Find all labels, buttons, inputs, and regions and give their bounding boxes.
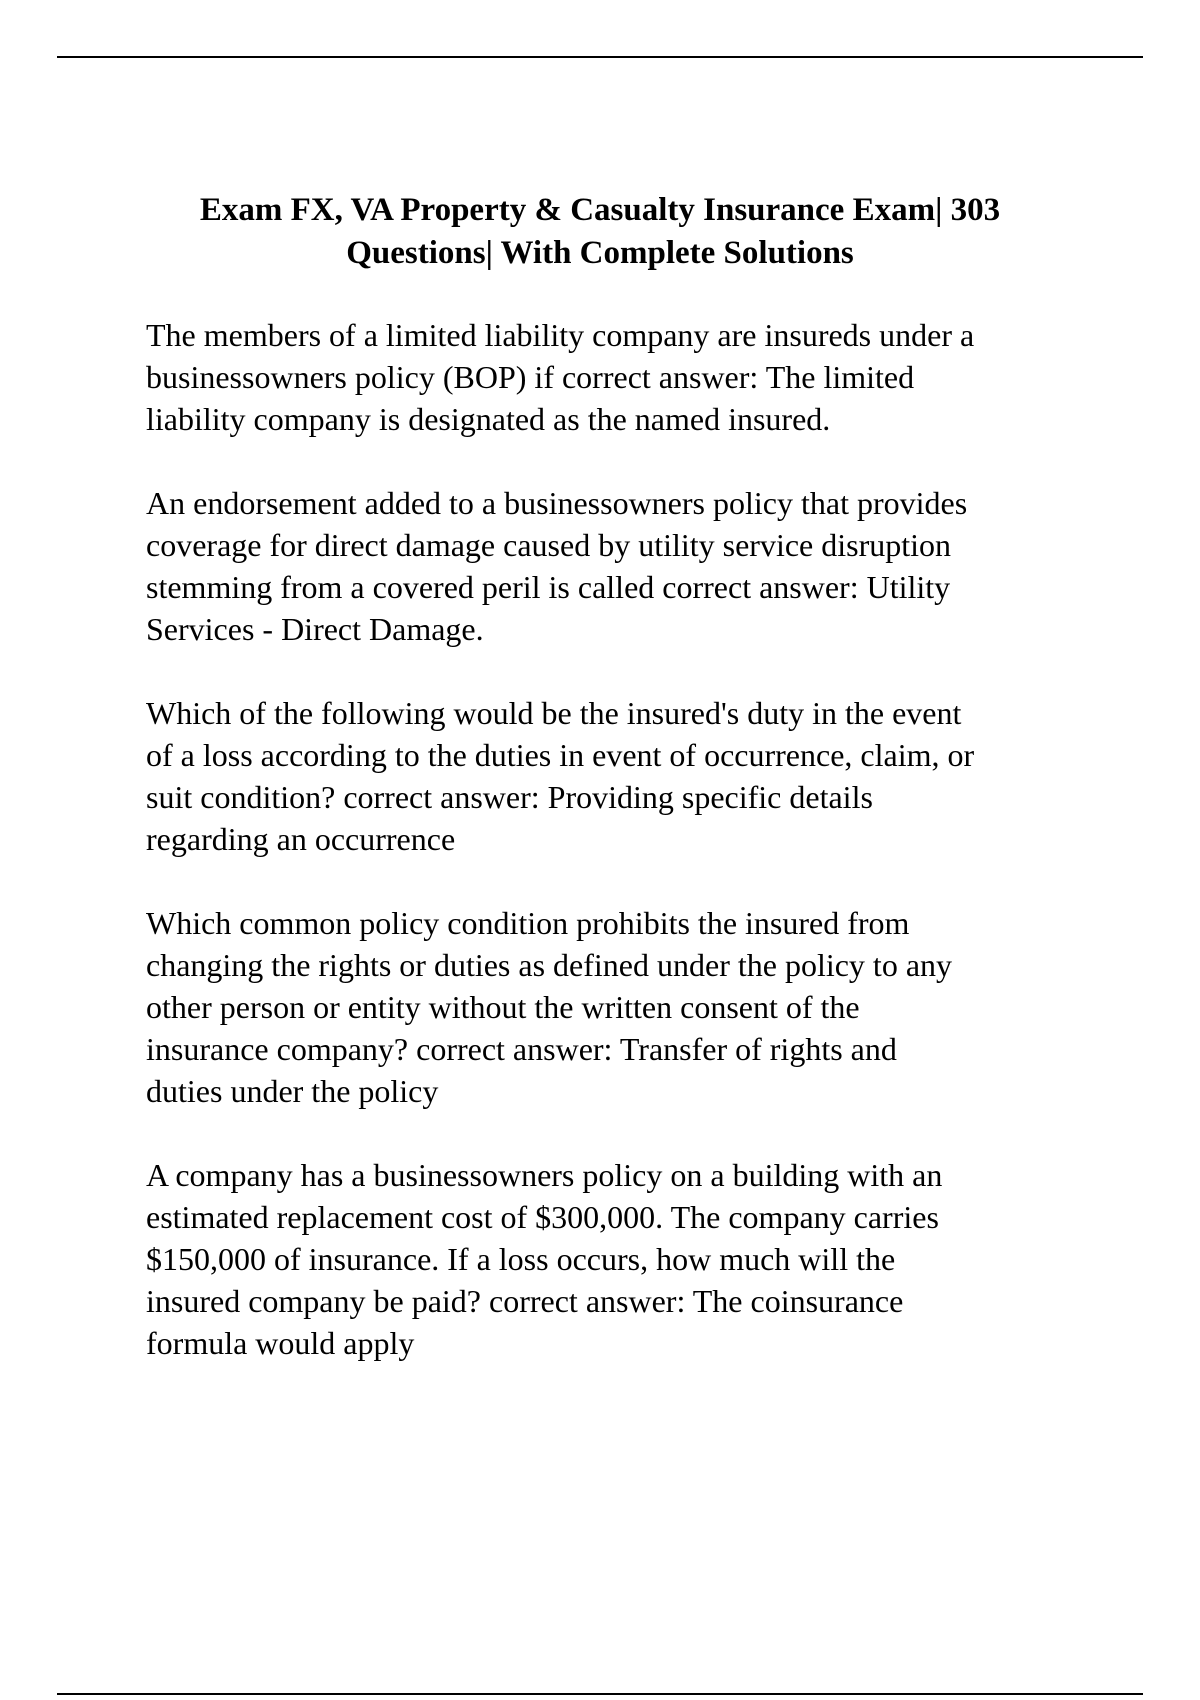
bottom-rule [57, 1693, 1143, 1695]
qa-item [146, 902, 1106, 1112]
qa-line: liability company is designated as the named insured. [146, 401, 831, 437]
qa-line: of a loss according to the duties in event of occurrence, claim, or [146, 737, 975, 773]
qa-line: stemming from a covered peril is called correct answer: Utility [146, 569, 951, 605]
qa-line: insurance company? correct answer: Transfer of rights and [146, 1031, 897, 1067]
question-list [146, 314, 1106, 1406]
qa-line: Which common policy condition prohibits the insured from [146, 905, 910, 941]
qa-line: duties under the policy [146, 1073, 439, 1109]
qa-item [146, 1154, 1106, 1364]
qa-line: regarding an occurrence [146, 821, 456, 857]
top-rule [57, 56, 1143, 58]
qa-line: changing the rights or duties as defined under the policy to any [146, 947, 953, 983]
title-line: Questions| With Complete Solutions [346, 235, 854, 271]
qa-line: businessowners policy (BOP) if correct answer: The limited [146, 359, 915, 395]
qa-line: Services - Direct Damage. [146, 611, 484, 647]
qa-line: An endorsement added to a businessowners policy that provides [146, 485, 968, 521]
qa-line: The members of a limited liability company are insureds under a [146, 317, 975, 353]
qa-line: formula would apply [146, 1325, 415, 1361]
qa-item [146, 692, 1106, 860]
qa-line: suit condition? correct answer: Providing specific details [146, 779, 873, 815]
qa-line: Which of the following would be the insured's duty in the event [146, 695, 962, 731]
qa-line: other person or entity without the written consent of the [146, 989, 860, 1025]
document-title [160, 189, 1040, 275]
qa-line: insured company be paid? correct answer: The coinsurance [146, 1283, 904, 1319]
title-line: Exam FX, VA Property & Casualty Insurance Exam| 303 [199, 192, 1001, 228]
qa-line: A company has a businessowners policy on a building with an [146, 1157, 943, 1193]
qa-item [146, 482, 1106, 650]
qa-line: coverage for direct damage caused by utility service disruption [146, 527, 952, 563]
qa-item [146, 314, 1106, 440]
qa-line: $150,000 of insurance. If a loss occurs, how much will the [146, 1241, 896, 1277]
qa-line: estimated replacement cost of $300,000. The company carries [146, 1199, 939, 1235]
